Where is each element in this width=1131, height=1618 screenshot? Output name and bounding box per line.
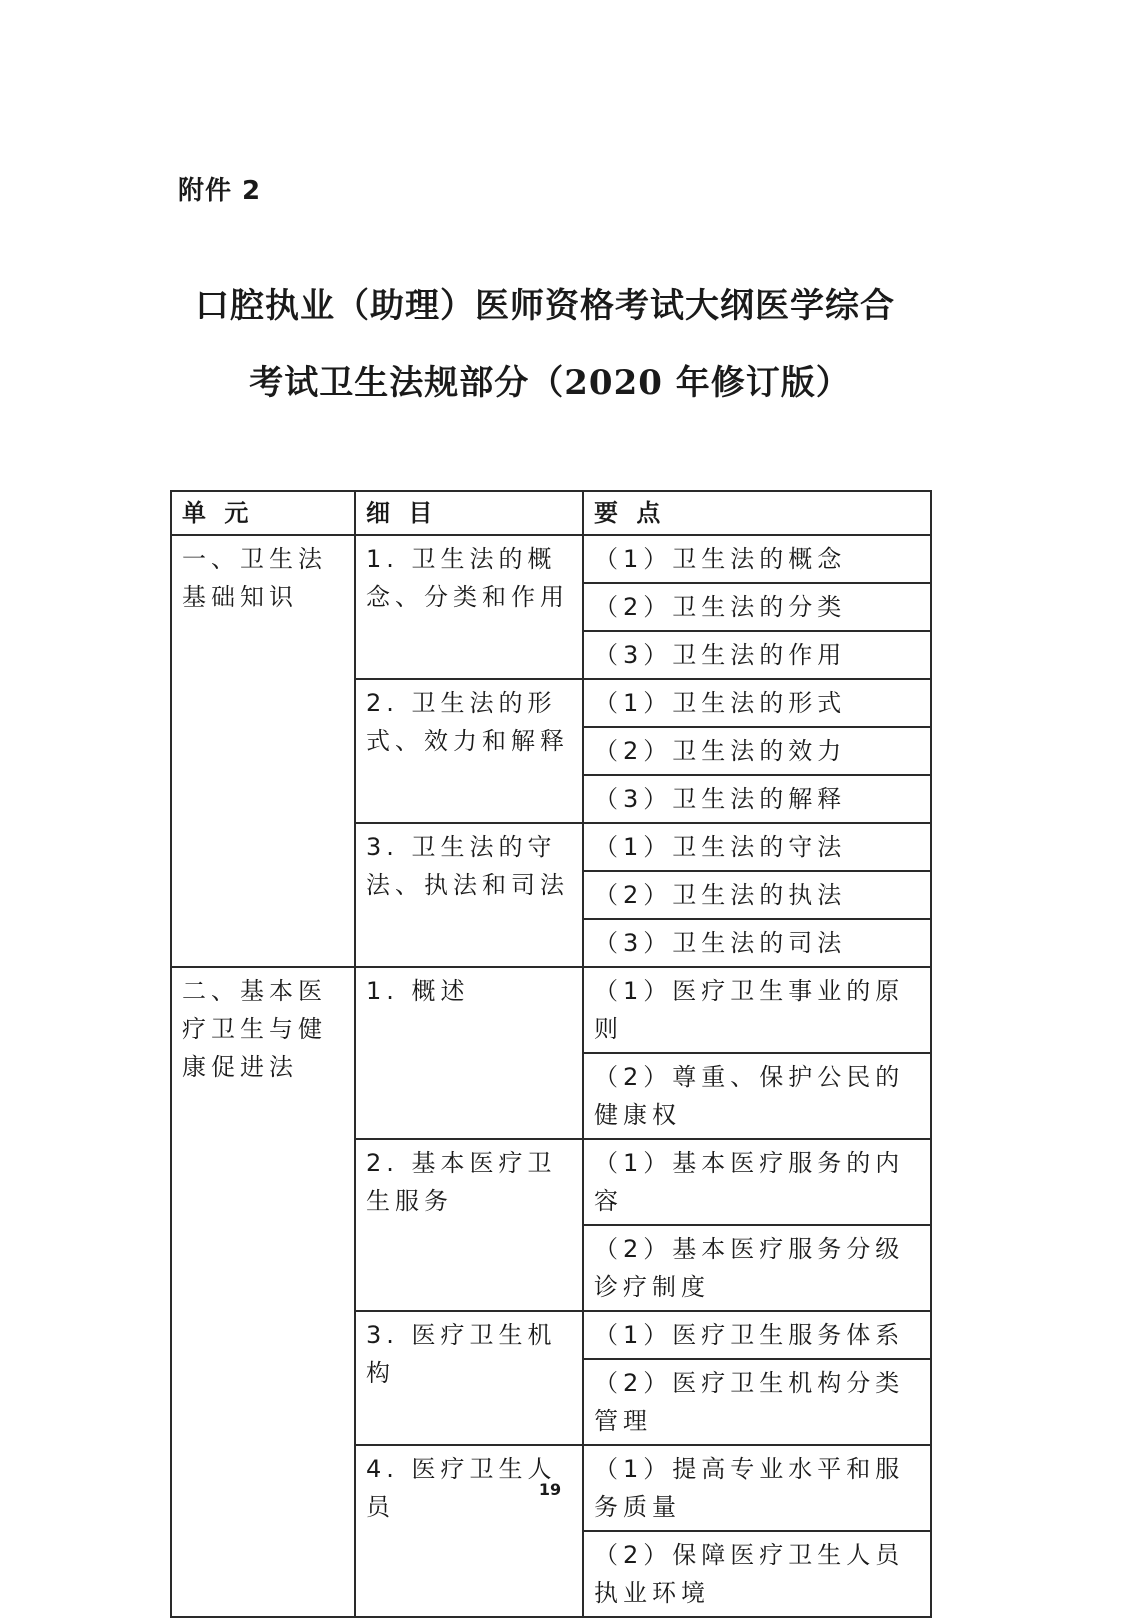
point-cell: （1）基本医疗服务的内容 [583,1139,931,1225]
point-cell: （1）提高专业水平和服务质量 [583,1445,931,1531]
point-cell: （1）医疗卫生事业的原则 [583,967,931,1053]
point-cell: （1）卫生法的形式 [583,679,931,727]
point-cell: （2）卫生法的分类 [583,583,931,631]
unit-cell: 二、基本医疗卫生与健康促进法 [171,967,355,1617]
point-cell: （2）医疗卫生机构分类管理 [583,1359,931,1445]
document-title-line-2: 考试卫生法规部分（2020 年修订版） [249,363,851,403]
item-cell: 1. 概述 [355,967,583,1139]
point-cell: （2）卫生法的效力 [583,727,931,775]
point-cell: （2）保障医疗卫生人员执业环境 [583,1531,931,1617]
document-title-line-1: 口腔执业（助理）医师资格考试大纲医学综合 [195,286,895,326]
header-point: 要 点 [583,491,931,535]
item-cell: 2. 基本医疗卫生服务 [355,1139,583,1311]
item-cell: 3. 医疗卫生机构 [355,1311,583,1445]
table-row [171,535,931,583]
item-cell: 3. 卫生法的守法、执法和司法 [355,823,583,967]
point-cell: （1）医疗卫生服务体系 [583,1311,931,1359]
page-number: 19 [538,1480,562,1499]
point-cell: （1）卫生法的守法 [583,823,931,871]
table-row [171,967,931,1053]
item-cell: 2. 卫生法的形式、效力和解释 [355,679,583,823]
table-header-row [171,491,931,535]
item-cell: 1. 卫生法的概念、分类和作用 [355,535,583,679]
point-cell: （2）卫生法的执法 [583,871,931,919]
item-cell: 4. 医疗卫生人员 [355,1445,583,1617]
attachment-label: 附件 2 [178,176,262,206]
header-unit: 单 元 [171,491,355,535]
point-cell: （2）尊重、保护公民的健康权 [583,1053,931,1139]
syllabus-table [170,490,932,1618]
point-cell: （1）卫生法的概念 [583,535,931,583]
header-item: 细 目 [355,491,583,535]
unit-cell: 一、卫生法基础知识 [171,535,355,967]
point-cell: （2）基本医疗服务分级诊疗制度 [583,1225,931,1311]
point-cell: （3）卫生法的作用 [583,631,931,679]
point-cell: （3）卫生法的司法 [583,919,931,967]
point-cell: （3）卫生法的解释 [583,775,931,823]
